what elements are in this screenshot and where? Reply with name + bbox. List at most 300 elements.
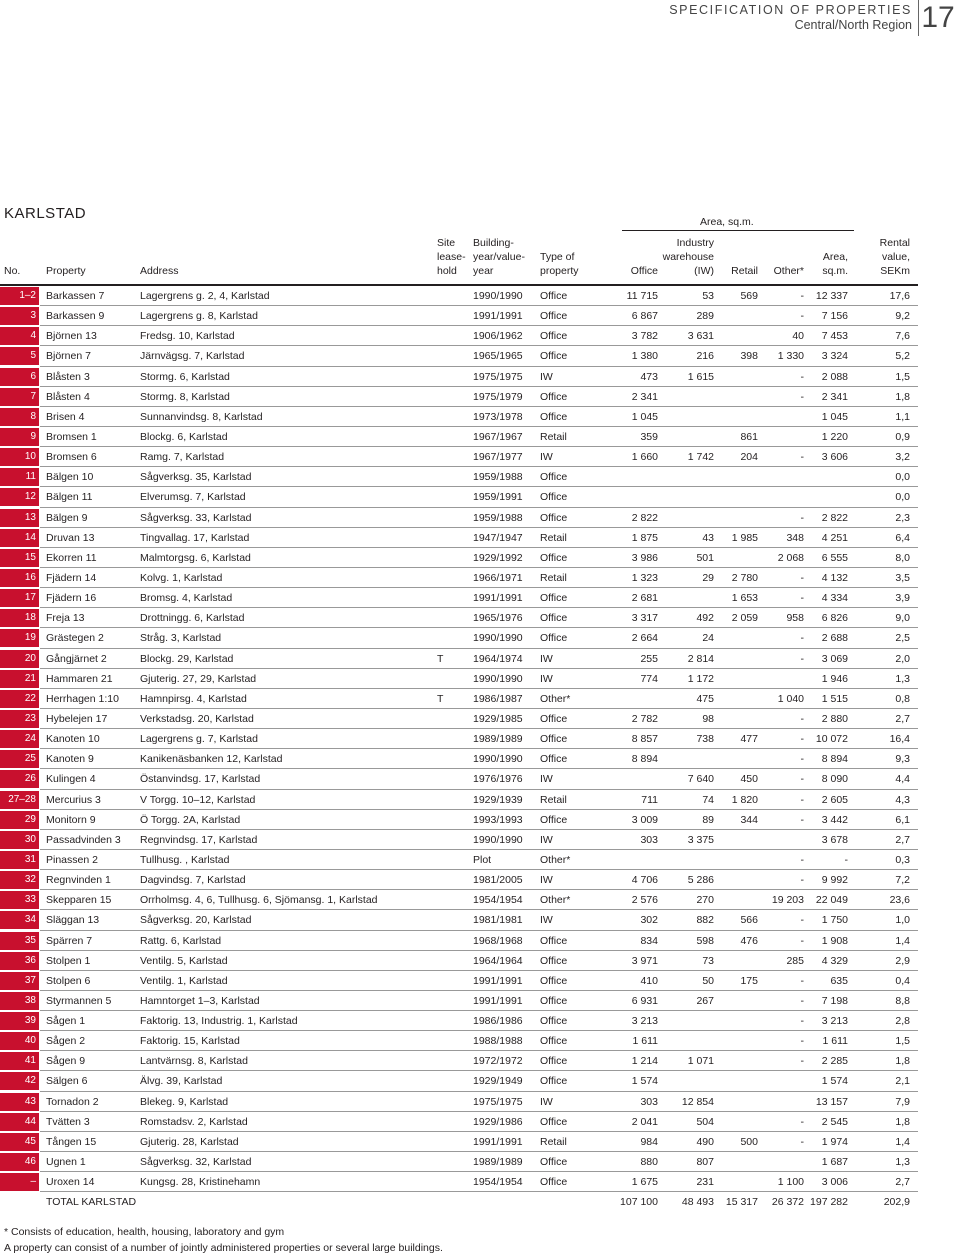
cell-value: 7,9 [895, 1095, 910, 1108]
cell-area: 7 453 [821, 330, 848, 343]
cell-retail: 861 [740, 430, 758, 443]
cell-type: Office [540, 612, 568, 625]
cell-type: Other* [540, 692, 571, 705]
cell-no: 31 [0, 851, 39, 869]
cell-retail: 2 780 [731, 571, 758, 584]
cell-no: 27–28 [0, 791, 39, 809]
col-type-2: property [540, 265, 579, 277]
cell-address: Sågverksg. 35, Karlstad [140, 471, 252, 484]
cell-property: Hybelejen 17 [46, 712, 108, 725]
table-row [0, 910, 920, 930]
table-row [0, 870, 920, 890]
cell-value: 2,7 [895, 833, 910, 846]
cell-area: 1 220 [821, 430, 848, 443]
cell-year: 1964/1964 [473, 954, 523, 967]
col-value-2: value, [881, 251, 910, 263]
cell-area: 3 213 [821, 1015, 848, 1028]
cell-area: 3 442 [821, 813, 848, 826]
cell-area: 8 894 [821, 753, 848, 766]
table-row [0, 890, 920, 910]
cell-year: 1967/1977 [473, 451, 523, 464]
cell-iw: 2 814 [687, 652, 714, 665]
cell-type: Office [540, 1156, 568, 1169]
cell-property: Björnen 13 [46, 330, 97, 343]
cell-other: 958 [786, 612, 804, 625]
cell-iw: 501 [696, 551, 714, 564]
table-row [0, 568, 920, 588]
cell-property: Kanoten 10 [46, 733, 100, 746]
cell-area: 2 341 [821, 390, 848, 403]
cell-area: 8 090 [821, 773, 848, 786]
cell-property: Kanoten 9 [46, 753, 94, 766]
cell-other: - [800, 370, 804, 383]
cell-year: 1954/1954 [473, 894, 523, 907]
cell-office: 2 341 [631, 390, 658, 403]
table-row [0, 1071, 920, 1091]
cell-other: - [800, 451, 804, 464]
cell-type: IW [540, 451, 553, 464]
table-row [0, 487, 920, 507]
area-group-label: Area, sq.m. [700, 216, 754, 228]
cell-value: 6,1 [895, 813, 910, 826]
cell-value: 1,8 [895, 390, 910, 403]
cell-address: Gjuterig. 28, Karlstad [140, 1135, 239, 1148]
cell-year: 1991/1991 [473, 592, 523, 605]
cell-property: Tvätten 3 [46, 1115, 90, 1128]
cell-value: 1,3 [895, 1156, 910, 1169]
cell-year: 1929/1992 [473, 551, 523, 564]
cell-area: 13 157 [815, 1095, 848, 1108]
cell-other: - [800, 632, 804, 645]
cell-address: Lantvärnsg. 8, Karlstad [140, 1055, 248, 1068]
cell-value: 7,2 [895, 874, 910, 887]
table-row [0, 830, 920, 850]
col-no: No. [4, 265, 21, 277]
cell-year: 1976/1976 [473, 773, 523, 786]
footnote-properties: A property can consist of a number of jointly administered properties or several large buildings. [4, 1242, 443, 1254]
cell-no: 33 [0, 891, 39, 909]
cell-type: Office [540, 350, 568, 363]
cell-iw: 267 [696, 994, 714, 1007]
cell-other: - [800, 712, 804, 725]
total-area: 197 282 [810, 1196, 848, 1209]
cell-value: 17,6 [889, 290, 910, 302]
col-property: Property [46, 265, 86, 277]
cell-other: 2 068 [777, 551, 804, 564]
total-value: 202,9 [883, 1196, 910, 1209]
cell-property: Pinassen 2 [46, 853, 98, 866]
cell-address: Fredsg. 10, Karlstad [140, 330, 235, 343]
table-row [0, 951, 920, 971]
cell-address: Älvg. 39, Karlstad [140, 1075, 223, 1088]
cell-property: Blåsten 4 [46, 390, 90, 403]
cell-address: Tullhusg. , Karlstad [140, 853, 230, 866]
cell-address: Sågverksg. 32, Karlstad [140, 1156, 252, 1169]
cell-other: - [800, 511, 804, 524]
cell-other: - [800, 813, 804, 826]
cell-no: 41 [0, 1052, 39, 1070]
table-row [0, 467, 920, 487]
cell-area: 1 946 [821, 672, 848, 685]
table-row [0, 528, 920, 548]
cell-value: 3,9 [895, 592, 910, 605]
cell-property: Barkassen 7 [46, 290, 105, 302]
cell-office: 359 [640, 430, 658, 443]
cell-value: 9,2 [895, 310, 910, 323]
cell-area: 2 545 [821, 1115, 848, 1128]
cell-area: 2 880 [821, 712, 848, 725]
cell-type: Office [540, 994, 568, 1007]
cell-address: Faktorig. 15, Karlstad [140, 1035, 240, 1048]
cell-value: 2,1 [895, 1075, 910, 1088]
cell-office: 711 [641, 793, 658, 806]
cell-iw: 50 [702, 974, 714, 987]
cell-iw: 3 631 [687, 330, 714, 343]
table-row [0, 810, 920, 830]
table-row [0, 1031, 920, 1051]
cell-type: Office [540, 310, 568, 323]
cell-office: 3 009 [631, 813, 658, 826]
cell-type: Retail [540, 1135, 567, 1148]
cell-area: 9 992 [821, 874, 848, 887]
cell-area: 6 826 [821, 612, 848, 625]
col-address: Address [140, 265, 179, 277]
cell-property: Fjädern 14 [46, 571, 97, 584]
cell-type: Office [540, 1075, 568, 1088]
cell-office: 3 782 [631, 330, 658, 343]
cell-year: 1990/1990 [473, 290, 523, 302]
cell-other: - [800, 874, 804, 887]
cell-office: 1 875 [631, 531, 658, 544]
cell-type: Office [540, 511, 568, 524]
cell-area: 4 334 [821, 592, 848, 605]
cell-office: 8 857 [631, 733, 658, 746]
cell-value: 1,0 [895, 914, 910, 927]
cell-no: 12 [0, 488, 39, 506]
cell-value: 23,6 [889, 894, 910, 907]
cell-area: 3 006 [821, 1176, 848, 1189]
cell-address: Ramg. 7, Karlstad [140, 451, 225, 464]
cell-property: Monitorn 9 [46, 813, 96, 826]
cell-value: 16,4 [889, 733, 910, 746]
cell-iw: 29 [702, 571, 714, 584]
cell-iw: 598 [696, 934, 714, 947]
cell-area: 3 606 [821, 451, 848, 464]
cell-type: Office [540, 934, 568, 947]
cell-retail: 569 [740, 290, 758, 302]
cell-retail: 1 985 [731, 531, 758, 544]
cell-type: Office [540, 491, 568, 504]
cell-area: 4 251 [821, 531, 848, 544]
cell-office: 2 664 [631, 632, 658, 645]
col-office: Office [630, 265, 658, 277]
cell-value: 1,1 [895, 410, 910, 423]
cell-no: 29 [0, 811, 39, 829]
cell-no: 24 [0, 730, 39, 748]
cell-type: Office [540, 632, 568, 645]
cell-area: 1 611 [822, 1035, 848, 1048]
cell-no: 8 [0, 408, 39, 426]
col-iw-1: Industry [676, 237, 714, 249]
col-other: Other* [773, 265, 804, 277]
cell-no: 38 [0, 992, 39, 1010]
cell-address: Orrholmsg. 4, 6, Tullhusg. 6, Sjömansg. 1, Karlstad [140, 894, 378, 907]
cell-other: - [800, 773, 804, 786]
cell-other: 1 100 [777, 1176, 804, 1189]
total-other: 26 372 [771, 1196, 804, 1209]
cell-year: 1988/1988 [473, 1035, 523, 1048]
cell-type: Retail [540, 793, 567, 806]
cell-type: IW [540, 652, 553, 665]
cell-other: 19 203 [771, 894, 804, 907]
cell-area: 1 515 [821, 692, 848, 705]
cell-no: 6 [0, 368, 39, 386]
cell-property: Grästegen 2 [46, 632, 104, 645]
cell-retail: 344 [740, 813, 758, 826]
cell-iw: 1 071 [687, 1055, 714, 1068]
cell-other: - [800, 914, 804, 927]
cell-office: 984 [640, 1135, 658, 1148]
cell-retail: 398 [740, 350, 758, 363]
footnote-asterisk: * Consists of education, health, housing, laboratory and gym [4, 1226, 285, 1238]
cell-address: Östanvindsg. 17, Karlstad [140, 773, 261, 786]
table-row [0, 749, 920, 769]
page-header-title: SPECIFICATION OF PROPERTIES [669, 3, 912, 17]
table-row [0, 306, 920, 326]
cell-other: 285 [786, 954, 804, 967]
cell-site-leasehold: T [437, 692, 444, 705]
cell-type: Office [540, 733, 568, 746]
cell-area: 2 822 [821, 511, 848, 524]
cell-value: 6,4 [895, 531, 910, 544]
cell-type: Office [540, 330, 568, 343]
cell-property: Bälgen 11 [46, 491, 93, 504]
cell-type: Other* [540, 853, 571, 866]
cell-retail: 566 [740, 914, 758, 927]
cell-property: Stolpen 1 [46, 954, 91, 967]
cell-year: 1966/1971 [473, 571, 523, 584]
cell-no: 17 [0, 589, 39, 607]
table-row [0, 628, 920, 648]
cell-retail: 2 059 [731, 612, 758, 625]
cell-address: Blockg. 6, Karlstad [140, 430, 228, 443]
cell-year: 1986/1986 [473, 1015, 523, 1028]
cell-value: 2,7 [895, 712, 910, 725]
cell-no: 13 [0, 509, 39, 527]
cell-office: 1 214 [631, 1055, 658, 1068]
cell-year: 1991/1991 [473, 994, 523, 1007]
cell-property: Druvan 13 [46, 531, 95, 544]
cell-iw: 216 [696, 350, 714, 363]
total-row [0, 1192, 920, 1212]
cell-address: Sunnanvindsg. 8, Karlstad [140, 410, 263, 423]
cell-year: 1964/1974 [473, 652, 523, 665]
table-row [0, 1092, 920, 1112]
cell-retail: 1 653 [731, 592, 758, 605]
cell-no: 43 [0, 1093, 39, 1111]
cell-retail: 500 [740, 1135, 758, 1148]
cell-iw: 231 [696, 1176, 714, 1189]
cell-iw: 1 742 [687, 451, 714, 464]
cell-no: 37 [0, 972, 39, 990]
cell-iw: 98 [702, 712, 714, 725]
page-number: 17 [921, 1, 955, 34]
cell-office: 2 681 [631, 592, 658, 605]
cell-iw: 490 [696, 1135, 714, 1148]
cell-other: 1 040 [777, 692, 804, 705]
cell-property: Brisen 4 [46, 410, 85, 423]
cell-area: 4 132 [821, 571, 848, 584]
cell-value: 4,4 [895, 773, 910, 786]
cell-type: IW [540, 833, 553, 846]
cell-address: V Torgg. 10–12, Karlstad [140, 793, 256, 806]
cell-year: 1973/1978 [473, 410, 523, 423]
cell-address: Lagergrens g. 2, 4, Karlstad [140, 290, 270, 302]
cell-no: 36 [0, 952, 39, 970]
cell-no: 25 [0, 750, 39, 768]
cell-other: 40 [792, 330, 804, 343]
cell-address: Gjuterig. 27, 29, Karlstad [140, 672, 257, 685]
cell-iw: 882 [696, 914, 714, 927]
cell-year: 1981/2005 [473, 874, 523, 887]
cell-type: IW [540, 874, 553, 887]
cell-address: Järnvägsg. 7, Karlstad [140, 350, 245, 363]
cell-value: 3,2 [895, 451, 910, 464]
cell-address: Sågverksg. 20, Karlstad [140, 914, 252, 927]
cell-property: Björnen 7 [46, 350, 91, 363]
cell-property: Sågen 1 [46, 1015, 86, 1028]
cell-type: Office [540, 1176, 568, 1189]
table-row [0, 669, 920, 689]
cell-type: Office [540, 712, 568, 725]
cell-year: 1965/1976 [473, 612, 523, 625]
cell-address: Ventilg. 5, Karlstad [140, 954, 228, 967]
cell-no: 46 [0, 1153, 39, 1171]
cell-property: Mercurius 3 [46, 793, 101, 806]
cell-iw: 492 [696, 612, 714, 625]
cell-office: 3 986 [631, 551, 658, 564]
table-row [0, 790, 920, 810]
cell-area: 3 324 [821, 350, 848, 363]
cell-year: 1929/1985 [473, 712, 523, 725]
col-iw-3: (IW) [694, 265, 714, 277]
cell-year: 1989/1989 [473, 1156, 523, 1169]
cell-no: 32 [0, 871, 39, 889]
table-row [0, 286, 920, 306]
table-row [0, 971, 920, 991]
cell-iw: 24 [702, 632, 714, 645]
cell-no: 34 [0, 911, 39, 929]
cell-type: Office [540, 974, 568, 987]
cell-area: 1 687 [821, 1156, 848, 1169]
cell-retail: 477 [740, 733, 758, 746]
table-row [0, 1011, 920, 1031]
cell-office: 3 317 [631, 612, 658, 625]
cell-property: Styrmannen 5 [46, 994, 112, 1007]
cell-area: 2 088 [821, 370, 848, 383]
page-header-subtitle: Central/North Region [794, 18, 912, 32]
cell-other: 348 [786, 531, 804, 544]
cell-iw: 73 [702, 954, 714, 967]
cell-address: Sågverksg. 33, Karlstad [140, 511, 252, 524]
col-area-1: Area, [822, 251, 848, 263]
cell-value: 2,3 [895, 511, 910, 524]
cell-retail: 1 820 [731, 793, 758, 806]
cell-office: 1 611 [632, 1035, 658, 1048]
cell-no: 3 [0, 307, 39, 325]
cell-property: Kulingen 4 [46, 773, 96, 786]
cell-retail: 450 [740, 773, 758, 786]
cell-type: Office [540, 390, 568, 403]
cell-area: - [844, 853, 848, 866]
cell-no: 11 [0, 468, 39, 486]
total-label: TOTAL KARLSTAD [46, 1196, 137, 1209]
cell-address: Faktorig. 13, Industrig. 1, Karlstad [140, 1015, 298, 1028]
cell-address: Lagergrens g. 8, Karlstad [140, 310, 258, 323]
table-row [0, 850, 920, 870]
cell-iw: 74 [702, 793, 714, 806]
cell-iw: 1 172 [687, 672, 714, 685]
cell-type: Office [540, 290, 568, 302]
cell-property: Regnvinden 1 [46, 874, 111, 887]
col-type-1: Type of [540, 251, 575, 263]
table-row [0, 508, 920, 528]
cell-address: Malmtorgsg. 6, Karlstad [140, 551, 251, 564]
cell-no: 15 [0, 549, 39, 567]
cell-type: Retail [540, 430, 567, 443]
cell-address: Tingvallag. 17, Karlstad [140, 531, 250, 544]
table-row [0, 931, 920, 951]
cell-office: 11 715 [626, 290, 658, 302]
cell-type: Other* [540, 894, 571, 907]
cell-area: 2 605 [821, 793, 848, 806]
table-row [0, 407, 920, 427]
cell-property: Ugnen 1 [46, 1156, 86, 1169]
cell-value: 0,3 [895, 853, 910, 866]
col-value-3: SEKm [880, 265, 910, 277]
cell-area: 10 072 [815, 733, 848, 746]
cell-property: Bälgen 10 [46, 471, 94, 484]
cell-iw: 89 [702, 813, 714, 826]
table-row [0, 588, 920, 608]
table-row [0, 991, 920, 1011]
cell-office: 1 574 [631, 1075, 658, 1088]
cell-area: 2 285 [821, 1055, 848, 1068]
cell-property: Uroxen 14 [46, 1176, 95, 1189]
cell-other: - [800, 974, 804, 987]
cell-year: 1929/1939 [473, 793, 523, 806]
cell-no: 44 [0, 1113, 39, 1131]
cell-address: Romstadsv. 2, Karlstad [140, 1115, 248, 1128]
cell-type: IW [540, 672, 553, 685]
cell-office: 303 [640, 833, 658, 846]
cell-value: 9,0 [895, 612, 910, 625]
cell-address: Stormg. 6, Karlstad [140, 370, 230, 383]
area-group-rule [622, 230, 854, 231]
table-row [0, 608, 920, 628]
cell-office: 1 380 [631, 350, 658, 363]
cell-value: 2,7 [895, 1176, 910, 1189]
cell-retail: 204 [740, 451, 758, 464]
table-row [0, 367, 920, 387]
cell-office: 2 822 [631, 511, 658, 524]
cell-value: 0,9 [895, 430, 910, 443]
cell-value: 1,4 [895, 1135, 910, 1148]
cell-value: 8,8 [895, 994, 910, 1007]
cell-other: - [800, 753, 804, 766]
cell-address: Rattg. 6, Karlstad [140, 934, 222, 947]
cell-property: Tornadon 2 [46, 1095, 99, 1108]
